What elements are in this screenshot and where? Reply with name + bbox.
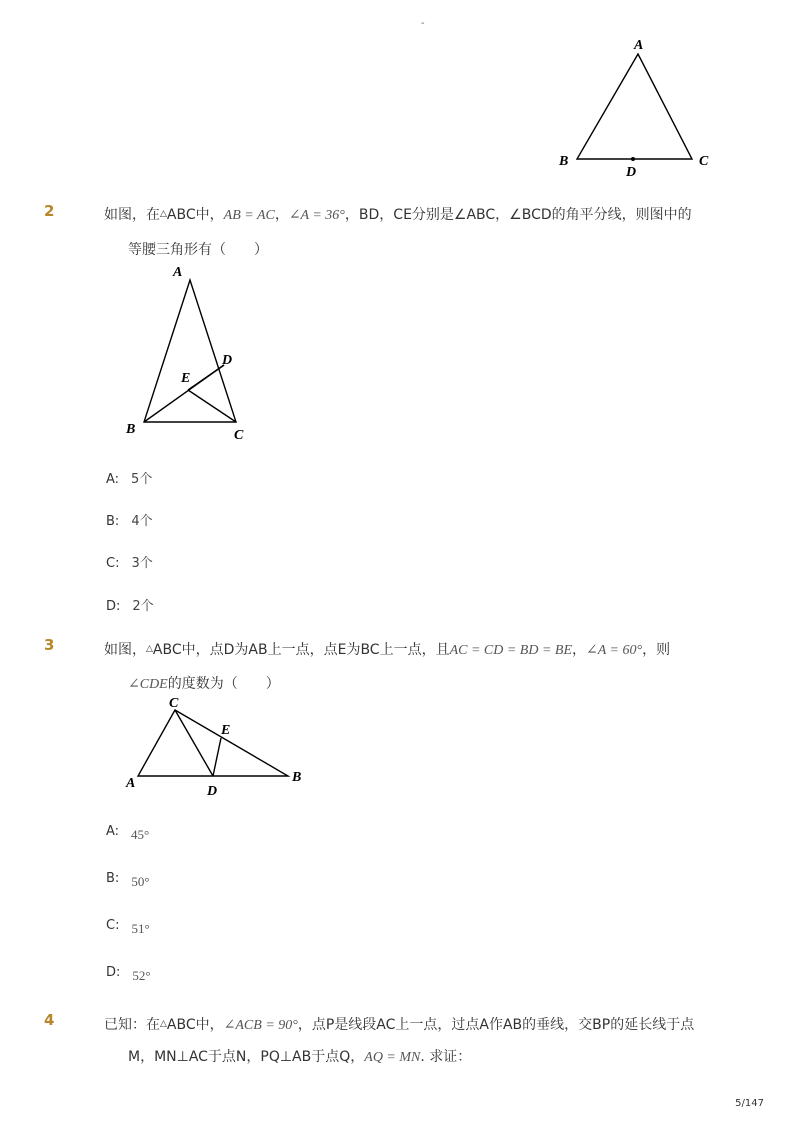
math-expression: ∠ACB = 90° xyxy=(223,1018,298,1033)
header-mark: - xyxy=(421,18,425,29)
option-label: B: xyxy=(106,514,120,529)
label-e: E xyxy=(221,723,231,738)
label-c: C xyxy=(169,696,179,711)
text: ， xyxy=(274,207,289,223)
segment-de xyxy=(213,738,221,776)
option-label: D: xyxy=(106,599,121,614)
text: ABC中，点D为AB上一点，点E为BC上一点，且 xyxy=(152,642,450,658)
math-expression: ∠A = 36° xyxy=(288,208,345,223)
text: ABC中， xyxy=(166,207,224,223)
q3-option-c[interactable] xyxy=(106,917,150,936)
option-value: 2个 xyxy=(132,599,154,614)
option-value: 51° xyxy=(131,921,150,936)
label-a: A xyxy=(634,38,644,53)
label-b: B xyxy=(126,422,136,437)
option-value: 52° xyxy=(132,968,151,983)
question-4-line-2 xyxy=(128,1047,471,1068)
math-expression: AQ = MN xyxy=(364,1050,421,1065)
option-label: C: xyxy=(106,556,120,571)
point-d xyxy=(631,157,635,161)
segment-ed xyxy=(188,365,224,390)
text: 的度数为（ ） xyxy=(167,676,280,692)
triangle-symbol: △ xyxy=(146,644,153,654)
text: ， xyxy=(572,642,587,658)
label-d: D xyxy=(626,165,637,180)
q2-option-c[interactable] xyxy=(106,552,153,571)
triangle-symbol: △ xyxy=(160,209,167,219)
triangle-symbol: △ xyxy=(160,1019,167,1029)
q3-option-b[interactable] xyxy=(106,870,150,889)
question-2-line-1 xyxy=(104,205,692,227)
text: 如图，在 xyxy=(104,207,160,223)
question-3-line-2 xyxy=(128,674,280,695)
label-b: B xyxy=(559,154,569,169)
option-label: A: xyxy=(106,824,120,839)
option-label: C: xyxy=(106,918,120,933)
math-expression: AB = AC xyxy=(223,208,275,223)
option-label: D: xyxy=(106,965,121,980)
triangle-abc xyxy=(577,54,692,159)
label-c: C xyxy=(234,428,244,442)
text: ，则 xyxy=(642,642,671,658)
question-4-line-1 xyxy=(104,1015,694,1037)
label-e: E xyxy=(181,371,191,386)
question-number-2: 2 xyxy=(44,202,55,220)
question-number-3: 3 xyxy=(44,636,55,654)
option-value: 5个 xyxy=(131,472,153,487)
option-value: 45° xyxy=(131,827,150,842)
question-3-line-1 xyxy=(104,640,670,662)
figure-triangle-abc-d xyxy=(555,34,725,184)
label-a: A xyxy=(126,776,136,791)
option-value: 50° xyxy=(131,874,150,889)
label-d: D xyxy=(207,784,218,799)
question-2-line-2: 等腰三角形有（ ） xyxy=(128,242,268,258)
text: 如图， xyxy=(104,642,146,658)
q2-option-b[interactable] xyxy=(106,510,153,529)
label-c: C xyxy=(699,154,709,169)
math-expression: ∠CDE xyxy=(128,677,168,692)
q2-option-d[interactable] xyxy=(106,595,154,614)
math-expression: ∠A = 60° xyxy=(586,643,643,658)
option-label: B: xyxy=(106,871,120,886)
triangle-abc xyxy=(138,710,288,776)
text: 已知：在 xyxy=(104,1017,160,1033)
figure-question-3 xyxy=(120,695,310,800)
page-number: 5/147 xyxy=(735,1098,764,1109)
q3-option-a[interactable] xyxy=(106,823,150,842)
math-expression: AC = CD = BD = BE xyxy=(449,643,573,658)
label-b: B xyxy=(292,770,302,785)
segment-ce xyxy=(188,390,236,422)
label-d: D xyxy=(222,353,233,368)
q3-option-d[interactable] xyxy=(106,964,151,983)
text: M，MN⊥AC于点N，PQ⊥AB于点Q， xyxy=(128,1049,365,1065)
option-value: 3个 xyxy=(131,556,153,571)
option-value: 4个 xyxy=(131,514,153,529)
segment-cd xyxy=(175,710,213,776)
text: ，BD，CE分别是∠ABC，∠BCD的角平分线，则图中的 xyxy=(344,207,692,223)
text: . 求证： xyxy=(420,1049,472,1065)
q2-option-a[interactable] xyxy=(106,468,152,487)
question-number-4: 4 xyxy=(44,1011,55,1029)
option-label: A: xyxy=(106,472,120,487)
label-a: A xyxy=(173,265,183,280)
triangle-abc xyxy=(144,280,236,422)
text: ABC中， xyxy=(166,1017,224,1033)
text: ，点P是线段AC上一点，过点A作AB的垂线，交BP的延长线于点 xyxy=(297,1017,695,1033)
figure-question-2 xyxy=(118,262,258,442)
